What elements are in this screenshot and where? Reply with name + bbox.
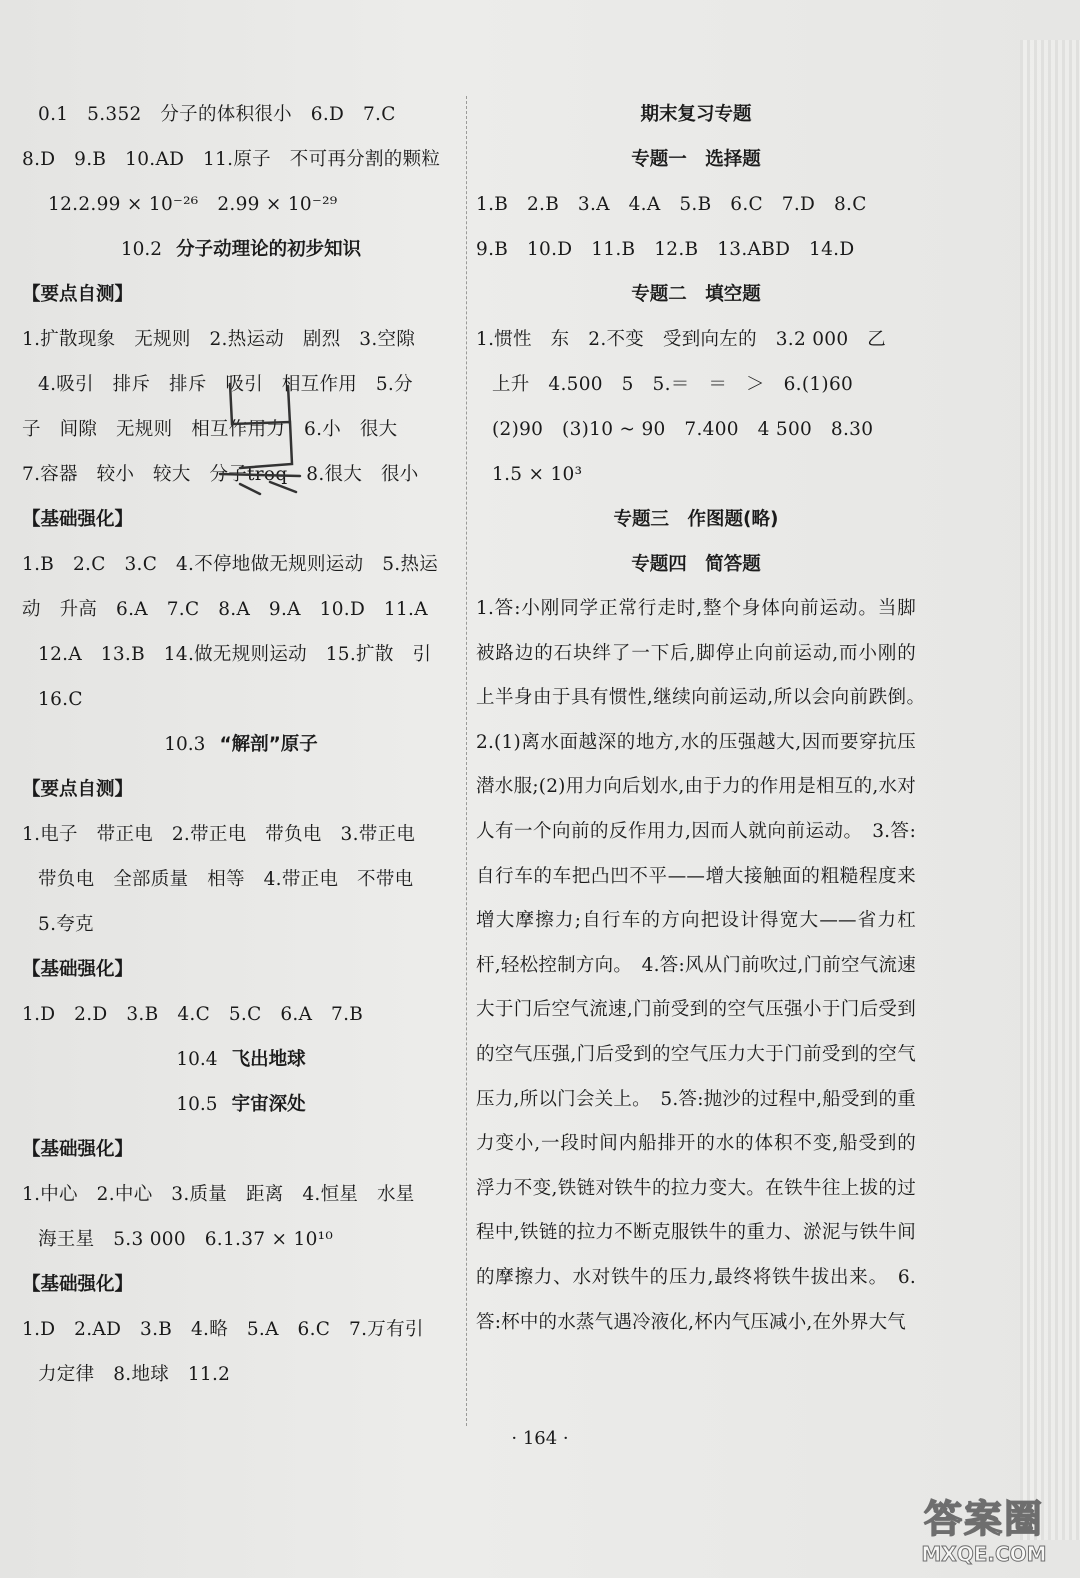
section-number: 10.4 (176, 1049, 218, 1070)
answer-line: 1.D 2.D 3.B 4.C 5.C 6.A 7.B (22, 1004, 364, 1025)
answer-line: 9.B 10.D 11.B 12.B 13.ABD 14.D (476, 239, 855, 260)
answer-line: 12.2.99 × 10⁻²⁶ 2.99 × 10⁻²⁹ (48, 194, 338, 215)
watermark-url: MXQE.COM (921, 1542, 1047, 1566)
answer-line: (2)90 (3)10 ~ 90 7.400 4 500 8.30 (492, 419, 874, 440)
section-title: 飞出地球 (231, 1049, 306, 1070)
answer-line: 1.5 × 10³ (492, 464, 583, 485)
section-title: 宇宙深处 (231, 1094, 306, 1115)
right-column (476, 92, 935, 1345)
section-number: 10.2 (120, 239, 163, 260)
answer-line: 0.1 5.352 分子的体积很小 6.D 7.C (38, 104, 396, 125)
section-heading (476, 542, 916, 587)
section-title: 专题三 作图题(略) (613, 509, 779, 530)
subsection-label: 【要点自测】 (22, 779, 134, 800)
watermark-logo: 答案圈 (923, 1497, 1044, 1541)
section-title: 专题二 填空题 (631, 284, 761, 305)
answer-line: 带负电 全部质量 相等 4.带正电 不带电 (38, 869, 414, 890)
page-edge-shadow (1020, 40, 1080, 1540)
answer-line: 12.A 13.B 14.做无规则运动 15.扩散 引 (38, 644, 432, 665)
section-heading (22, 722, 460, 767)
section-heading (22, 227, 460, 272)
subsection-label: 【基础强化】 (22, 1274, 134, 1295)
answer-line: 1.中心 2.中心 3.质量 距离 4.恒星 水星 (22, 1184, 415, 1205)
section-heading (476, 272, 916, 317)
answer-line: 子 间隙 无规则 相互作用力 6.小 很大 (22, 419, 398, 440)
section-title: 分子动理论的初步知识 (176, 239, 362, 260)
answer-line: 力定律 8.地球 11.2 (38, 1364, 231, 1385)
answer-line: 1.B 2.B 3.A 4.A 5.B 6.C 7.D 8.C (476, 194, 867, 215)
subsection-label: 【基础强化】 (22, 509, 134, 530)
answer-line: 上升 4.500 5 5.＝ ＝ ＞ 6.(1)60 (492, 374, 854, 395)
answer-line: 1.D 2.AD 3.B 4.略 5.A 6.C 7.万有引 (22, 1319, 424, 1340)
section-heading (22, 1037, 460, 1082)
answer-line: 1.扩散现象 无规则 2.热运动 剧烈 3.空隙 (22, 329, 416, 350)
right-column-top (476, 92, 916, 587)
answer-line: 7.容器 较小 较大 分子troq 8.很大 很小 (22, 464, 419, 485)
answer-line: 16.C (38, 689, 83, 710)
left-column (22, 92, 460, 1397)
answer-line: 4.吸引 排斥 排斥 吸引 相互作用 5.分 (38, 374, 413, 395)
short-answer-paragraph: 1.答:小刚同学正常行走时,整个身体向前运动。当脚被路边的石块绊了一下后,脚停止向前运动,而小刚的上半身由于具有惯性,继续向前运动,所以会向前跌倒。 2.(1)离水面越深的地方,水的压强越大,因而要穿抗压潜水服;(2)用力向后划水,由于力的作用是相互的,水对人有一个向前的反作用力,因而人就向前运动。 3.答:自行车的车把凸凹不平——增大接触面的粗糙程度来增大摩擦力;自行车的方向把设计得宽大——省力杠杆,轻松控制方向。 4.答:风从门前吹过,门前空气流速大于门后空气流速,门前受到的空气压强小于门后受到的空气压强,门后受到的空气压力大于门前受到的空气压力,所以门会关上。 5.答:抛沙的过程中,船受到的重力变小,一段时间内船排开的水的体积不变,船受到的浮力不变,铁链对铁牛的拉力变大。在铁牛往上拔的过程中,铁链的拉力不断克服铁牛的重力、淤泥与铁牛间的摩擦力、水对铁牛的压力,最终将铁牛拔出来。 6.答:杯中的水蒸气遇冷液化,杯内气压减小,在外界大气 (476, 598, 935, 1333)
subsection-label: 【基础强化】 (22, 959, 134, 980)
subsection-label: 【基础强化】 (22, 1139, 134, 1160)
section-heading (476, 497, 916, 542)
section-title: 专题一 选择题 (631, 149, 761, 170)
section-title: “解剖”原子 (219, 734, 318, 755)
section-heading (476, 92, 916, 137)
section-title: 专题四 简答题 (631, 554, 761, 575)
subsection-label: 【要点自测】 (22, 284, 134, 305)
answer-line: 1.电子 带正电 2.带正电 带负电 3.带正电 (22, 824, 416, 845)
answer-line: 动 升高 6.A 7.C 8.A 9.A 10.D 11.A (22, 599, 428, 620)
section-title: 期末复习专题 (640, 104, 752, 125)
answer-line: 8.D 9.B 10.AD 11.原子 不可再分割的颗粒 (22, 149, 441, 170)
answer-line: 海王星 5.3 000 6.1.37 × 10¹⁰ (38, 1229, 334, 1250)
watermark (898, 1488, 1070, 1568)
section-number: 10.5 (176, 1094, 218, 1115)
section-heading (476, 137, 916, 182)
section-heading (22, 1082, 460, 1127)
answer-line: 1.B 2.C 3.C 4.不停地做无规则运动 5.热运 (22, 554, 439, 575)
answer-line: 5.夸克 (38, 914, 94, 935)
section-number: 10.3 (164, 734, 206, 755)
page-number: · 164 · (511, 1428, 569, 1449)
column-divider (466, 96, 467, 1426)
handwritten-scribble (200, 364, 320, 504)
answer-line: 1.惯性 东 2.不变 受到向左的 3.2 000 乙 (476, 329, 887, 350)
